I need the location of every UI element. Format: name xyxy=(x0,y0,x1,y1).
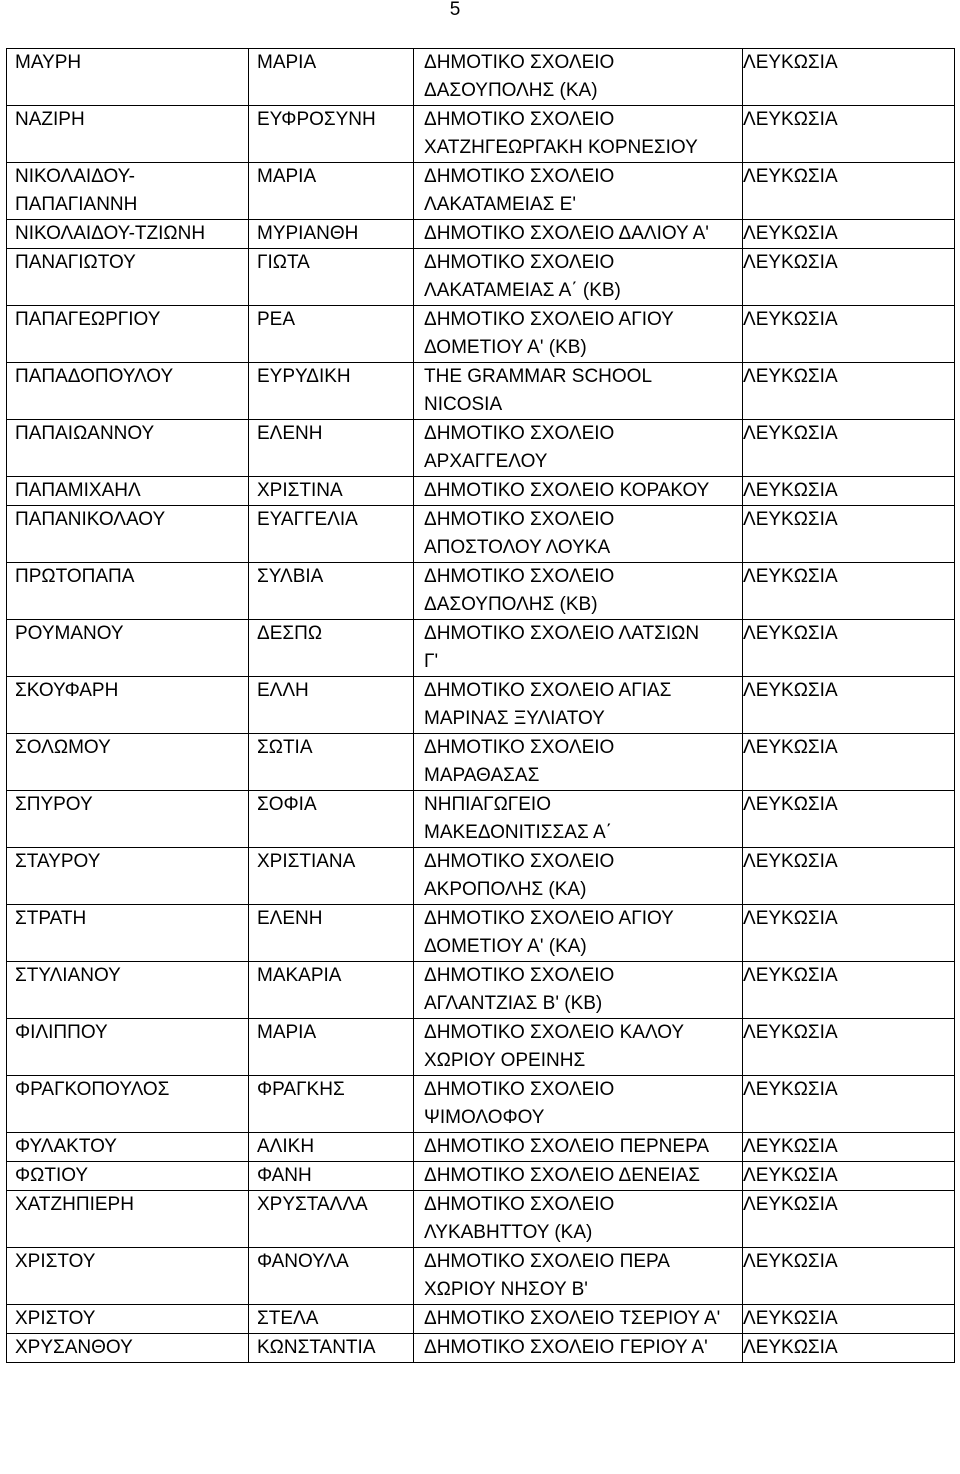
surname-cell xyxy=(7,1334,249,1363)
first-name-text: ΧΡΙΣΤΙΝΑ xyxy=(257,480,343,501)
district-text: ΛΕΥΚΩΣΙΑ xyxy=(743,109,838,130)
school-cell xyxy=(414,49,743,106)
district-text: ΛΕΥΚΩΣΙΑ xyxy=(743,794,838,815)
surname-cell xyxy=(7,249,249,306)
table-row xyxy=(7,477,955,506)
district-cell xyxy=(743,1019,955,1076)
district-text: ΛΕΥΚΩΣΙΑ xyxy=(743,908,838,929)
surname-cell xyxy=(7,791,249,848)
first-name-cell xyxy=(249,848,414,905)
table-row xyxy=(7,848,955,905)
school-text: ΧΑΤΖΗΓΕΩΡΓΑΚΗ ΚΟΡΝΕΣΙΟΥ xyxy=(424,137,698,158)
surname-text: ΣΤΥΛΙΑΝΟΥ xyxy=(15,965,121,986)
school-cell xyxy=(414,1133,743,1162)
school-cell xyxy=(414,306,743,363)
first-name-cell xyxy=(249,1162,414,1191)
school-text: ΔΗΜΟΤΙΚΟ ΣΧΟΛΕΙΟ ΠΕΡΝΕΡΑ xyxy=(424,1136,709,1157)
school-text: ΔΗΜΟΤΙΚΟ ΣΧΟΛΕΙΟ xyxy=(424,109,615,130)
district-text: ΛΕΥΚΩΣΙΑ xyxy=(743,737,838,758)
school-text: ΔΑΣΟΥΠΟΛΗΣ (ΚΑ) xyxy=(424,80,598,101)
surname-cell xyxy=(7,848,249,905)
first-name-cell xyxy=(249,791,414,848)
surname-text: ΠΑΠΑΓΙΑΝΝΗ xyxy=(15,194,138,215)
surname-cell xyxy=(7,420,249,477)
school-text: ΑΚΡΟΠΟΛΗΣ (ΚΑ) xyxy=(424,879,587,900)
first-name-text: ΧΡΙΣΤΙΑΝΑ xyxy=(257,851,356,872)
surname-cell xyxy=(7,1191,249,1248)
surname-cell xyxy=(7,163,249,220)
first-name-text: ΡΕΑ xyxy=(257,309,296,330)
surname-text: ΣΤΡΑΤΗ xyxy=(15,908,87,929)
table-row xyxy=(7,734,955,791)
school-text: ΧΩΡΙΟΥ ΝΗΣΟΥ Β' xyxy=(424,1279,588,1300)
first-name-text: ΦΡΑΓΚΗΣ xyxy=(257,1079,345,1100)
district-cell xyxy=(743,1248,955,1305)
surname-cell xyxy=(7,506,249,563)
first-name-text: ΣΟΦΙΑ xyxy=(257,794,317,815)
school-text: ΔΗΜΟΤΙΚΟ ΣΧΟΛΕΙΟ xyxy=(424,52,615,73)
surname-cell xyxy=(7,905,249,962)
surname-text: ΧΡΙΣΤΟΥ xyxy=(15,1251,96,1272)
school-cell xyxy=(414,1162,743,1191)
district-text: ΛΕΥΚΩΣΙΑ xyxy=(743,1337,838,1358)
first-name-text: ΣΥΛΒΙΑ xyxy=(257,566,324,587)
surname-cell xyxy=(7,962,249,1019)
school-text: ΔΗΜΟΤΙΚΟ ΣΧΟΛΕΙΟ xyxy=(424,252,615,273)
district-text: ΛΕΥΚΩΣΙΑ xyxy=(743,1194,838,1215)
first-name-cell xyxy=(249,1305,414,1334)
first-name-cell xyxy=(249,734,414,791)
first-name-text: ΚΩΝΣΤΑΝΤΙΑ xyxy=(257,1337,376,1358)
district-text: ΛΕΥΚΩΣΙΑ xyxy=(743,965,838,986)
district-cell xyxy=(743,1133,955,1162)
first-name-text: ΣΩΤΙΑ xyxy=(257,737,313,758)
school-text: ΔΗΜΟΤΙΚΟ ΣΧΟΛΕΙΟ xyxy=(424,851,615,872)
table-row xyxy=(7,49,955,106)
district-cell xyxy=(743,506,955,563)
first-name-cell xyxy=(249,163,414,220)
surname-cell xyxy=(7,620,249,677)
school-cell xyxy=(414,791,743,848)
first-name-cell xyxy=(249,477,414,506)
school-text: NICOSIA xyxy=(424,394,503,415)
district-text: ΛΕΥΚΩΣΙΑ xyxy=(743,52,838,73)
first-name-text: ΕΛΕΝΗ xyxy=(257,908,323,929)
surname-cell xyxy=(7,1162,249,1191)
surname-text: ΦΙΛΙΠΠΟΥ xyxy=(15,1022,108,1043)
school-text: ΔΗΜΟΤΙΚΟ ΣΧΟΛΕΙΟ ΔΑΛΙΟΥ Α' xyxy=(424,223,709,244)
surname-text: ΦΡΑΓΚΟΠΟΥΛΟΣ xyxy=(15,1079,170,1100)
first-name-text: ΔΕΣΠΩ xyxy=(257,623,323,644)
first-name-cell xyxy=(249,363,414,420)
table-row xyxy=(7,1191,955,1248)
table-row xyxy=(7,1334,955,1363)
district-text: ΛΕΥΚΩΣΙΑ xyxy=(743,1165,838,1186)
school-text: ΔΗΜΟΤΙΚΟ ΣΧΟΛΕΙΟ xyxy=(424,509,615,530)
table-row xyxy=(7,677,955,734)
school-text: ΔΟΜΕΤΙΟΥ Α' (ΚΒ) xyxy=(424,337,587,358)
first-name-cell xyxy=(249,620,414,677)
first-name-cell xyxy=(249,106,414,163)
first-name-text: ΑΛΙΚΗ xyxy=(257,1136,315,1157)
school-text: ΧΩΡΙΟΥ ΟΡΕΙΝΗΣ xyxy=(424,1050,586,1071)
school-text: ΔΗΜΟΤΙΚΟ ΣΧΟΛΕΙΟ ΓΕΡΙΟΥ Α' xyxy=(424,1337,708,1358)
surname-text: ΣΚΟΥΦΑΡΗ xyxy=(15,680,119,701)
district-text: ΛΕΥΚΩΣΙΑ xyxy=(743,223,838,244)
district-text: ΛΕΥΚΩΣΙΑ xyxy=(743,680,838,701)
table-row xyxy=(7,1133,955,1162)
district-cell xyxy=(743,563,955,620)
district-cell xyxy=(743,791,955,848)
first-name-cell xyxy=(249,1076,414,1133)
school-text: ΔΗΜΟΤΙΚΟ ΣΧΟΛΕΙΟ ΔΕΝΕΙΑΣ xyxy=(424,1165,701,1186)
district-cell xyxy=(743,249,955,306)
district-cell xyxy=(743,734,955,791)
school-text: ΔΗΜΟΤΙΚΟ ΣΧΟΛΕΙΟ ΑΓΙΟΥ xyxy=(424,908,674,929)
first-name-cell xyxy=(249,1133,414,1162)
table-row xyxy=(7,363,955,420)
school-cell xyxy=(414,1076,743,1133)
surname-cell xyxy=(7,1305,249,1334)
district-text: ΛΕΥΚΩΣΙΑ xyxy=(743,166,838,187)
first-name-text: ΣΤΕΛΑ xyxy=(257,1308,319,1329)
district-cell xyxy=(743,49,955,106)
surname-cell xyxy=(7,106,249,163)
district-cell xyxy=(743,677,955,734)
district-text: ΛΕΥΚΩΣΙΑ xyxy=(743,1136,838,1157)
surname-cell xyxy=(7,220,249,249)
district-text: ΛΕΥΚΩΣΙΑ xyxy=(743,509,838,530)
surname-text: ΧΡΥΣΑΝΘΟΥ xyxy=(15,1337,133,1358)
first-name-cell xyxy=(249,962,414,1019)
district-cell xyxy=(743,420,955,477)
first-name-text: ΜΑΡΙΑ xyxy=(257,52,317,73)
surname-text: ΠΑΠΑΜΙΧΑΗΛ xyxy=(15,480,141,501)
school-text: ΑΠΟΣΤΟΛΟΥ ΛΟΥΚΑ xyxy=(424,537,611,558)
surname-text: ΣΠΥΡΟΥ xyxy=(15,794,93,815)
surname-cell xyxy=(7,1076,249,1133)
surname-text: ΝΑΖΙΡΗ xyxy=(15,109,85,130)
school-cell xyxy=(414,220,743,249)
first-name-text: ΜΑΡΙΑ xyxy=(257,166,317,187)
first-name-cell xyxy=(249,49,414,106)
school-text: ΑΡΧΑΓΓΕΛΟΥ xyxy=(424,451,548,472)
school-text: ΨΙΜΟΛΟΦΟΥ xyxy=(424,1107,545,1128)
school-cell xyxy=(414,477,743,506)
table-row xyxy=(7,306,955,363)
school-text: ΔΗΜΟΤΙΚΟ ΣΧΟΛΕΙΟ ΤΣΕΡΙΟΥ Α' xyxy=(424,1308,721,1329)
surname-text: ΠΑΠΑΝΙΚΟΛΑΟΥ xyxy=(15,509,166,530)
first-name-text: ΕΛΕΝΗ xyxy=(257,423,323,444)
school-cell xyxy=(414,1248,743,1305)
district-text: ΛΕΥΚΩΣΙΑ xyxy=(743,566,838,587)
first-name-text: ΕΥΑΓΓΕΛΙΑ xyxy=(257,509,358,530)
district-cell xyxy=(743,306,955,363)
table-row xyxy=(7,163,955,220)
surname-text: ΡΟΥΜΑΝΟΥ xyxy=(15,623,124,644)
first-name-cell xyxy=(249,249,414,306)
table-row xyxy=(7,1076,955,1133)
school-cell xyxy=(414,420,743,477)
district-cell xyxy=(743,163,955,220)
first-name-text: ΜΥΡΙΑΝΘΗ xyxy=(257,223,359,244)
school-text: ΔΑΣΟΥΠΟΛΗΣ (ΚΒ) xyxy=(424,594,598,615)
first-name-cell xyxy=(249,1191,414,1248)
school-cell xyxy=(414,1305,743,1334)
school-text: ΝΗΠΙΑΓΩΓΕΙΟ xyxy=(424,794,551,815)
school-text: THE GRAMMAR SCHOOL xyxy=(424,366,653,387)
first-name-text: ΧΡΥΣΤΑΛΛΑ xyxy=(257,1194,368,1215)
school-text: ΔΗΜΟΤΙΚΟ ΣΧΟΛΕΙΟ ΚΟΡΑΚΟΥ xyxy=(424,480,710,501)
table-row xyxy=(7,420,955,477)
surname-text: ΠΑΠΑΔΟΠΟΥΛΟΥ xyxy=(15,366,174,387)
district-cell xyxy=(743,1076,955,1133)
first-name-cell xyxy=(249,306,414,363)
first-name-cell xyxy=(249,563,414,620)
table-row xyxy=(7,506,955,563)
school-text: ΔΗΜΟΤΙΚΟ ΣΧΟΛΕΙΟ xyxy=(424,965,615,986)
first-name-cell xyxy=(249,677,414,734)
school-text: ΔΗΜΟΤΙΚΟ ΣΧΟΛΕΙΟ xyxy=(424,566,615,587)
surname-cell xyxy=(7,563,249,620)
table-row xyxy=(7,1162,955,1191)
surname-cell xyxy=(7,1019,249,1076)
school-cell xyxy=(414,249,743,306)
surname-cell xyxy=(7,49,249,106)
first-name-text: ΕΥΡΥΔΙΚΗ xyxy=(257,366,351,387)
surname-text: ΣΤΑΥΡΟΥ xyxy=(15,851,101,872)
table-row xyxy=(7,1248,955,1305)
table-row xyxy=(7,220,955,249)
school-text: ΜΑΡΑΘΑΣΑΣ xyxy=(424,765,540,786)
first-name-text: ΕΥΦΡΟΣΥΝΗ xyxy=(257,109,376,130)
school-cell xyxy=(414,848,743,905)
school-cell xyxy=(414,962,743,1019)
surname-text: ΝΙΚΟΛΑΙΔΟΥ- xyxy=(15,166,135,187)
table-row xyxy=(7,791,955,848)
school-cell xyxy=(414,363,743,420)
district-text: ΛΕΥΚΩΣΙΑ xyxy=(743,309,838,330)
school-cell xyxy=(414,106,743,163)
district-cell xyxy=(743,905,955,962)
school-cell xyxy=(414,163,743,220)
surname-text: ΠΡΩΤΟΠΑΠΑ xyxy=(15,566,135,587)
district-text: ΛΕΥΚΩΣΙΑ xyxy=(743,1251,838,1272)
district-text: ΛΕΥΚΩΣΙΑ xyxy=(743,1308,838,1329)
surname-text: ΣΟΛΩΜΟΥ xyxy=(15,737,111,758)
table-row xyxy=(7,962,955,1019)
district-cell xyxy=(743,1334,955,1363)
district-text: ΛΕΥΚΩΣΙΑ xyxy=(743,366,838,387)
school-text: ΔΗΜΟΤΙΚΟ ΣΧΟΛΕΙΟ ΠΕΡΑ xyxy=(424,1251,670,1272)
district-text: ΛΕΥΚΩΣΙΑ xyxy=(743,1022,838,1043)
first-name-cell xyxy=(249,220,414,249)
surname-text: ΦΩΤΙΟΥ xyxy=(15,1165,89,1186)
surname-cell xyxy=(7,677,249,734)
table-row xyxy=(7,905,955,962)
school-text: ΔΗΜΟΤΙΚΟ ΣΧΟΛΕΙΟ ΚΑΛΟΥ xyxy=(424,1022,685,1043)
first-name-cell xyxy=(249,506,414,563)
first-name-text: ΕΛΛΗ xyxy=(257,680,309,701)
first-name-text: ΜΑΡΙΑ xyxy=(257,1022,317,1043)
first-name-text: ΦΑΝΟΥΛΑ xyxy=(257,1251,349,1272)
surname-text: ΠΑΠΑΙΩΑΝΝΟΥ xyxy=(15,423,155,444)
table-row xyxy=(7,563,955,620)
surname-text: ΧΑΤΖΗΠΙΕΡΗ xyxy=(15,1194,134,1215)
surname-cell xyxy=(7,477,249,506)
table-row xyxy=(7,1019,955,1076)
school-text: ΜΑΡΙΝΑΣ ΞΥΛΙΑΤΟΥ xyxy=(424,708,605,729)
school-text: ΔΟΜΕΤΙΟΥ Α' (ΚΑ) xyxy=(424,936,587,957)
school-text: ΔΗΜΟΤΙΚΟ ΣΧΟΛΕΙΟ xyxy=(424,1194,615,1215)
school-cell xyxy=(414,1191,743,1248)
surname-cell xyxy=(7,734,249,791)
district-cell xyxy=(743,1191,955,1248)
table-row xyxy=(7,1305,955,1334)
district-text: ΛΕΥΚΩΣΙΑ xyxy=(743,423,838,444)
school-cell xyxy=(414,677,743,734)
school-text: ΛΑΚΑΤΑΜΕΙΑΣ Α΄ (ΚΒ) xyxy=(424,280,621,301)
district-cell xyxy=(743,477,955,506)
school-text: ΔΗΜΟΤΙΚΟ ΣΧΟΛΕΙΟ xyxy=(424,737,615,758)
first-name-cell xyxy=(249,905,414,962)
district-cell xyxy=(743,962,955,1019)
school-text: ΔΗΜΟΤΙΚΟ ΣΧΟΛΕΙΟ xyxy=(424,166,615,187)
surname-cell xyxy=(7,363,249,420)
school-cell xyxy=(414,734,743,791)
first-name-cell xyxy=(249,1248,414,1305)
school-text: ΔΗΜΟΤΙΚΟ ΣΧΟΛΕΙΟ ΑΓΙΟΥ xyxy=(424,309,674,330)
school-text: ΑΓΛΑΝΤΖΙΑΣ Β' (ΚΒ) xyxy=(424,993,603,1014)
surname-text: ΜΑΥΡΗ xyxy=(15,52,82,73)
district-cell xyxy=(743,848,955,905)
surname-text: ΦΥΛΑΚΤΟΥ xyxy=(15,1136,117,1157)
district-cell xyxy=(743,106,955,163)
school-text: ΛΑΚΑΤΑΜΕΙΑΣ Ε' xyxy=(424,194,576,215)
district-cell xyxy=(743,363,955,420)
surname-cell xyxy=(7,306,249,363)
school-text: Γ' xyxy=(424,651,439,672)
school-text: ΔΗΜΟΤΙΚΟ ΣΧΟΛΕΙΟ xyxy=(424,423,615,444)
school-text: ΔΗΜΟΤΙΚΟ ΣΧΟΛΕΙΟ ΑΓΙΑΣ xyxy=(424,680,672,701)
first-name-text: ΦΑΝΗ xyxy=(257,1165,312,1186)
district-text: ΛΕΥΚΩΣΙΑ xyxy=(743,480,838,501)
table-row xyxy=(7,106,955,163)
surname-text: ΠΑΠΑΓΕΩΡΓΙΟΥ xyxy=(15,309,161,330)
school-text: ΛΥΚΑΒΗΤΤΟΥ (ΚΑ) xyxy=(424,1222,593,1243)
page-number: 5 xyxy=(449,0,461,20)
district-cell xyxy=(743,620,955,677)
district-cell xyxy=(743,1305,955,1334)
school-text: ΜΑΚΕΔΟΝΙΤΙΣΣΑΣ Α΄ xyxy=(424,822,612,843)
first-name-cell xyxy=(249,1019,414,1076)
roster-body xyxy=(7,49,955,1363)
school-text: ΔΗΜΟΤΙΚΟ ΣΧΟΛΕΙΟ ΛΑΤΣΙΩΝ xyxy=(424,623,700,644)
school-cell xyxy=(414,563,743,620)
district-cell xyxy=(743,1162,955,1191)
school-cell xyxy=(414,506,743,563)
school-cell xyxy=(414,1019,743,1076)
first-name-text: ΓΙΩΤΑ xyxy=(257,252,310,273)
school-cell xyxy=(414,1334,743,1363)
teacher-roster-table xyxy=(6,48,955,1363)
surname-cell xyxy=(7,1248,249,1305)
first-name-cell xyxy=(249,420,414,477)
table-row xyxy=(7,620,955,677)
surname-cell xyxy=(7,1133,249,1162)
school-text: ΔΗΜΟΤΙΚΟ ΣΧΟΛΕΙΟ xyxy=(424,1079,615,1100)
district-text: ΛΕΥΚΩΣΙΑ xyxy=(743,623,838,644)
first-name-cell xyxy=(249,1334,414,1363)
school-cell xyxy=(414,905,743,962)
district-text: ΛΕΥΚΩΣΙΑ xyxy=(743,851,838,872)
surname-text: ΝΙΚΟΛΑΙΔΟΥ-ΤΖΙΩΝΗ xyxy=(15,223,206,244)
surname-text: ΠΑΝΑΓΙΩΤΟΥ xyxy=(15,252,136,273)
first-name-text: ΜΑΚΑΡΙΑ xyxy=(257,965,342,986)
surname-text: ΧΡΙΣΤΟΥ xyxy=(15,1308,96,1329)
school-cell xyxy=(414,620,743,677)
district-text: ΛΕΥΚΩΣΙΑ xyxy=(743,252,838,273)
district-text: ΛΕΥΚΩΣΙΑ xyxy=(743,1079,838,1100)
table-row xyxy=(7,249,955,306)
district-cell xyxy=(743,220,955,249)
